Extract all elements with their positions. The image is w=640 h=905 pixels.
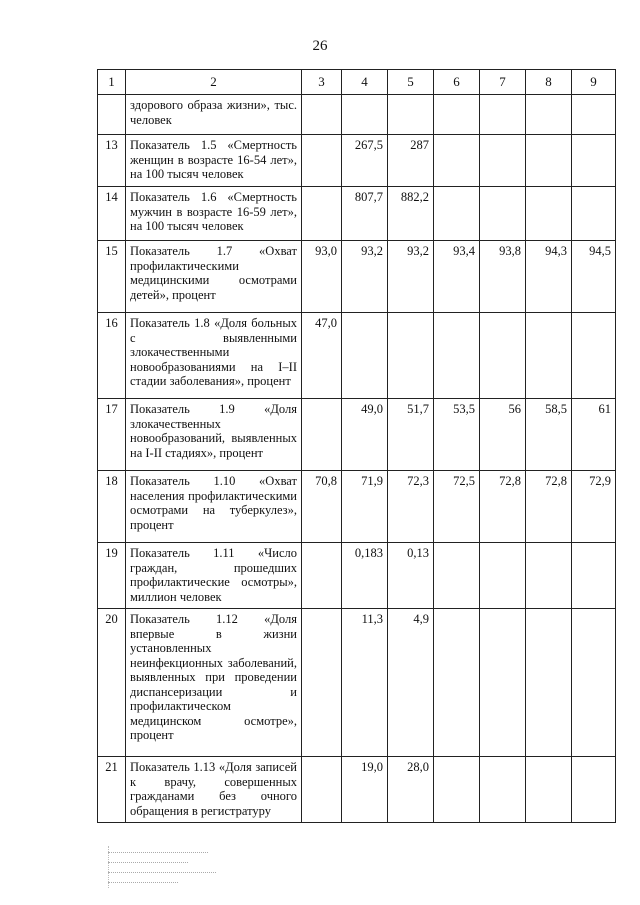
indicator-value: 94,5: [572, 241, 616, 313]
indicator-value: 93,2: [342, 241, 388, 313]
indicator-value: 47,0: [302, 313, 342, 399]
indicator-value: [480, 757, 526, 823]
indicator-value: [526, 757, 572, 823]
table-row: [98, 313, 616, 399]
indicator-value: [302, 187, 342, 241]
indicator-value: 72,9: [572, 471, 616, 543]
indicator-value: [302, 95, 342, 135]
indicator-value: [480, 135, 526, 187]
indicator-value: [434, 609, 480, 757]
table-row: [98, 135, 616, 187]
indicator-value: [572, 757, 616, 823]
indicator-description: здорового образа жизни», тыс. человек: [126, 95, 302, 135]
indicator-value: [434, 187, 480, 241]
indicator-value: [388, 95, 434, 135]
indicator-value: [302, 609, 342, 757]
indicator-description: Показатель 1.8 «Доля больных с выявленными злокачественными новообразованиями на I–II стадии заболевания», процент: [126, 313, 302, 399]
column-header: 3: [302, 70, 342, 95]
registration-stamp: [108, 846, 220, 888]
indicator-description: Показатель 1.6 «Смертность мужчин в возрасте 16-59 лет», на 100 тысяч человек: [126, 187, 302, 241]
indicator-value: 53,5: [434, 399, 480, 471]
indicator-value: 0,13: [388, 543, 434, 609]
indicator-description: Показатель 1.11 «Число граждан, прошедших профилактические осмотры», миллион человек: [126, 543, 302, 609]
indicator-value: 4,9: [388, 609, 434, 757]
indicator-value: 93,8: [480, 241, 526, 313]
indicator-value: [480, 313, 526, 399]
row-number: 13: [98, 135, 126, 187]
row-number: 15: [98, 241, 126, 313]
row-number: 19: [98, 543, 126, 609]
table-row: [98, 95, 616, 135]
indicator-value: [434, 543, 480, 609]
indicator-value: 71,9: [342, 471, 388, 543]
indicator-value: 61: [572, 399, 616, 471]
indicator-value: [526, 609, 572, 757]
row-number: 20: [98, 609, 126, 757]
indicator-value: [302, 135, 342, 187]
indicator-value: [480, 609, 526, 757]
indicator-value: 56: [480, 399, 526, 471]
column-header: 6: [434, 70, 480, 95]
indicator-value: 70,8: [302, 471, 342, 543]
indicator-value: [388, 313, 434, 399]
indicator-value: 267,5: [342, 135, 388, 187]
indicator-value: [342, 95, 388, 135]
indicator-value: 11,3: [342, 609, 388, 757]
indicator-description: Показатель 1.12 «Доля впервые в жизни установленных неинфекционных заболеваний, выявленных при проведении диспансеризации и профилактическом медицинском осмотре», процент: [126, 609, 302, 757]
column-header: 2: [126, 70, 302, 95]
indicator-value: 72,3: [388, 471, 434, 543]
indicator-description: Показатель 1.5 «Смертность женщин в возрасте 16-54 лет», на 100 тысяч человек: [126, 135, 302, 187]
indicator-description: Показатель 1.13 «Доля записей к врачу, совершенных гражданами без очного обращения в регистратуру: [126, 757, 302, 823]
indicator-value: 93,4: [434, 241, 480, 313]
row-number: [98, 95, 126, 135]
indicator-description: Показатель 1.7 «Охват профилактическими медицинскими осмотрами детей», процент: [126, 241, 302, 313]
indicator-value: 72,8: [526, 471, 572, 543]
table-row: [98, 757, 616, 823]
indicator-value: [302, 399, 342, 471]
indicator-value: [572, 135, 616, 187]
row-number: 17: [98, 399, 126, 471]
row-number: 14: [98, 187, 126, 241]
page-number: 26: [312, 38, 328, 54]
indicator-value: 0,183: [342, 543, 388, 609]
row-number: 16: [98, 313, 126, 399]
row-number: 21: [98, 757, 126, 823]
indicator-value: 51,7: [388, 399, 434, 471]
table-header-row: [98, 70, 616, 95]
indicator-table: [97, 69, 616, 823]
indicator-value: 58,5: [526, 399, 572, 471]
indicator-value: 93,2: [388, 241, 434, 313]
indicator-value: [434, 135, 480, 187]
indicator-value: [480, 543, 526, 609]
indicator-value: 93,0: [302, 241, 342, 313]
indicator-value: 807,7: [342, 187, 388, 241]
indicator-value: [302, 757, 342, 823]
indicator-value: 72,5: [434, 471, 480, 543]
indicator-value: [526, 187, 572, 241]
column-header: 1: [98, 70, 126, 95]
indicator-value: [572, 609, 616, 757]
table-row: [98, 241, 616, 313]
indicator-value: [572, 313, 616, 399]
column-header: 7: [480, 70, 526, 95]
column-header: 5: [388, 70, 434, 95]
indicator-value: [342, 313, 388, 399]
indicator-value: [526, 543, 572, 609]
table-row: [98, 609, 616, 757]
indicator-value: [480, 187, 526, 241]
indicator-value: 28,0: [388, 757, 434, 823]
indicator-value: 72,8: [480, 471, 526, 543]
indicator-value: [526, 135, 572, 187]
indicator-value: 19,0: [342, 757, 388, 823]
indicator-value: [480, 95, 526, 135]
indicator-description: Показатель 1.10 «Охват населения профилактическими осмотрами на туберкулез», процент: [126, 471, 302, 543]
indicator-value: [434, 313, 480, 399]
indicator-value: 287: [388, 135, 434, 187]
indicator-value: [434, 95, 480, 135]
indicator-value: [526, 95, 572, 135]
indicator-value: [572, 187, 616, 241]
table-row: [98, 471, 616, 543]
indicator-value: [302, 543, 342, 609]
table-row: [98, 543, 616, 609]
column-header: 8: [526, 70, 572, 95]
indicator-description: Показатель 1.9 «Доля злокачественных новообразований, выявленных на I-II стадиях», процент: [126, 399, 302, 471]
indicator-value: [572, 95, 616, 135]
indicator-value: [526, 313, 572, 399]
indicator-value: [434, 757, 480, 823]
indicator-value: 882,2: [388, 187, 434, 241]
row-number: 18: [98, 471, 126, 543]
indicator-value: 49,0: [342, 399, 388, 471]
indicator-value: [572, 543, 616, 609]
table-row: [98, 187, 616, 241]
indicator-value: 94,3: [526, 241, 572, 313]
column-header: 9: [572, 70, 616, 95]
column-header: 4: [342, 70, 388, 95]
table-row: [98, 399, 616, 471]
